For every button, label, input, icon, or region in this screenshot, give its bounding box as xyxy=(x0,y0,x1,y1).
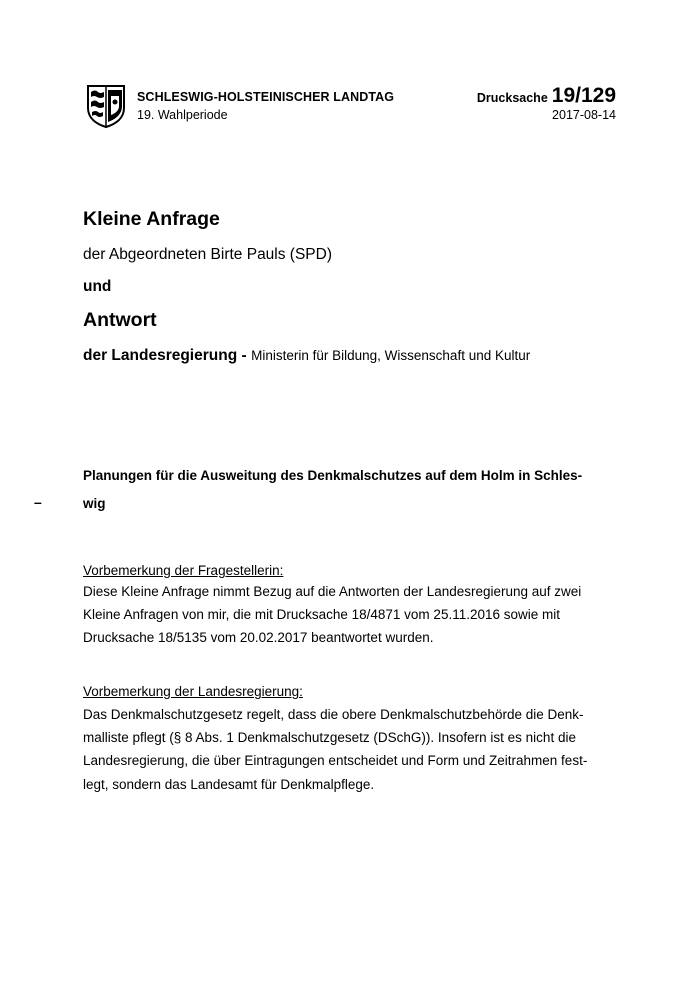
section-heading-government: Vorbemerkung der Landesregierung: xyxy=(83,684,303,699)
section-paragraph-questioner xyxy=(83,580,618,650)
paragraph-line: Landesregierung, die über Eintragungen entscheidet und Form und Zeitrahmen fest- xyxy=(83,753,588,769)
requester-line: der Abgeordneten Birte Pauls (SPD) xyxy=(83,246,332,263)
paragraph-line: Diese Kleine Anfrage nimmt Bezug auf die Antworten der Landesregierung auf zwei xyxy=(83,584,582,599)
parliament-name: SCHLESWIG-HOLSTEINISCHER LANDTAG xyxy=(137,90,395,104)
paragraph-line: Drucksache 18/5135 vom 20.02.2017 beantwortet wurden. xyxy=(83,630,434,646)
respondent-line xyxy=(83,347,530,365)
subject-title xyxy=(83,462,618,518)
legislative-period: 19. Wahlperiode xyxy=(137,108,228,122)
section-paragraph-government xyxy=(83,703,618,796)
respondent-label: der Landesregierung - xyxy=(83,347,247,364)
document-date: 2017-08-14 xyxy=(552,108,616,122)
request-type-heading: Kleine Anfrage xyxy=(83,208,220,230)
coat-of-arms-icon xyxy=(86,84,126,128)
paragraph-line: Das Denkmalschutzgesetz regelt, dass die obere Denkmalschutzbehörde die Denk- xyxy=(83,707,584,722)
ministry-name: Ministerin für Bildung, Wissenschaft und Kultur xyxy=(251,348,531,363)
paragraph-line: legt, sondern das Landesamt für Denkmalpflege. xyxy=(83,776,375,792)
document-number-label: Drucksache xyxy=(476,91,548,105)
document-number xyxy=(477,84,616,108)
paragraph-line: Kleine Anfragen von mir, die mit Drucksache 18/4871 vom 25.11.2016 sowie mit xyxy=(83,607,561,623)
subject-marker: – xyxy=(34,494,42,510)
document-number-value: 19/129 xyxy=(551,84,616,107)
section-heading-questioner: Vorbemerkung der Fragestellerin: xyxy=(83,563,284,578)
conjunction-line: und xyxy=(83,278,112,295)
answer-type-heading: Antwort xyxy=(83,309,157,331)
subject-line: wig xyxy=(83,496,106,511)
subject-line: Planungen für die Ausweitung des Denkmalschutzes auf dem Holm in Schles- xyxy=(83,468,583,483)
paragraph-line: malliste pflegt (§ 8 Abs. 1 Denkmalschutzgesetz (DSchG)). Insofern ist es nicht die xyxy=(83,730,576,746)
